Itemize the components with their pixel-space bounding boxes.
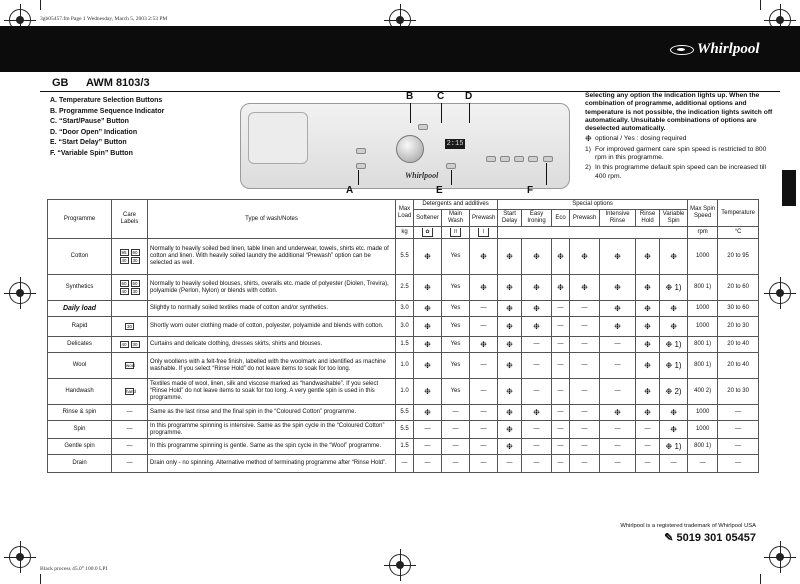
option-cell: — (552, 421, 570, 439)
registration-mark-icon (389, 554, 411, 576)
care-labels-cell (112, 405, 148, 421)
notes-intro: Selecting any option the indication lights up. When the combination of programme, additional options and temperature is not possible, the indication lights switch off automatically. Unsuitable combinations of options are deselected automatically. (585, 92, 773, 133)
callout-line (441, 103, 442, 123)
option-cell: ❉ (522, 275, 552, 301)
option-cell: ❉ (498, 379, 522, 405)
option-cell: ❉ (636, 301, 660, 317)
max-load: 3.0 (396, 301, 414, 317)
brand-logo (670, 41, 760, 58)
option-cell: — (570, 455, 600, 473)
header-variable-spin: Variable Spin (660, 210, 688, 227)
header-programme: Programme (48, 200, 112, 239)
option-cell: — (470, 439, 498, 455)
option-cell: ❉ (414, 239, 442, 275)
table-header-row (48, 200, 759, 210)
option-cell: ❉ (522, 301, 552, 317)
care-labels-cell (112, 301, 148, 317)
max-load: 2.5 (396, 275, 414, 301)
option-cell: ❉ (498, 275, 522, 301)
option-cell: Yes (442, 239, 470, 275)
option-cell: ❉ (600, 317, 636, 337)
programme-name: Gentle spin (48, 439, 112, 455)
max-spin-speed: 1000 (688, 301, 718, 317)
temperature-range: 20 to 60 (718, 275, 759, 301)
option-cell: — (442, 455, 470, 473)
note-marker: 1) (585, 145, 591, 153)
start-delay-button (446, 163, 456, 169)
care-labels-cell (112, 439, 148, 455)
max-spin-speed: 1000 (688, 421, 718, 439)
option-button (514, 156, 524, 162)
programme-name: Rinse & spin (48, 405, 112, 421)
wash-description: Same as the last rinse and the final spin in the “Coloured Cotton” programme. (148, 405, 396, 421)
option-cell: — (570, 379, 600, 405)
temperature-range: 30 to 60 (718, 301, 759, 317)
option-cell: ❉ (636, 379, 660, 405)
max-spin-speed: 800 1) (688, 275, 718, 301)
wash-description: In this programme spinning is gentle. Same as the spin cycle in the “Wool” programme. (148, 439, 396, 455)
option-cell: — (522, 421, 552, 439)
legend-item: B. Programme Sequence Indicator (50, 107, 165, 115)
option-cell: — (570, 353, 600, 379)
option-cell: — (552, 405, 570, 421)
callout-d: D (465, 91, 473, 102)
detergent-drawer (248, 112, 308, 164)
wash-description: Slightly to normally soiled textiles made of cotton and/or synthetics. (148, 301, 396, 317)
option-cell: ❉ (414, 379, 442, 405)
programme-dial (396, 135, 424, 163)
option-cell: — (636, 455, 660, 473)
option-cell: — (552, 301, 570, 317)
option-cell: ❉ (498, 439, 522, 455)
option-cell: Yes (442, 317, 470, 337)
crop-mark (40, 574, 41, 584)
option-cell: ❉ (522, 405, 552, 421)
option-cell: Yes (442, 337, 470, 353)
option-cell: ❉ (660, 317, 688, 337)
wash-description: Drain only - no spinning. Alternative method of terminating programme after “Rinse Hold”. (148, 455, 396, 473)
option-cell: — (470, 317, 498, 337)
option-cell: Yes (442, 353, 470, 379)
optional-symbol-icon: ❉ (585, 134, 592, 144)
programme-name: Daily load (48, 301, 112, 317)
option-cell: — (636, 439, 660, 455)
option-cell: — (522, 379, 552, 405)
option-cell: ❉ 1) (660, 275, 688, 301)
care-label-icon: 40 (121, 257, 127, 263)
softener-compartment-icon: ✿ (414, 227, 442, 239)
temperature-range: — (718, 439, 759, 455)
max-spin-speed: 800 1) (688, 337, 718, 353)
option-button (486, 156, 496, 162)
callout-line (469, 103, 470, 123)
document-code-icon: ✎ (664, 532, 674, 544)
option-cell: — (552, 439, 570, 455)
option-cell: — (552, 317, 570, 337)
print-header: 3gb05457.fm Page 1 Wednesday, March 5, 2003 2:53 PM (40, 16, 168, 22)
registration-mark-icon (9, 546, 31, 568)
option-cell: ❉ (414, 275, 442, 301)
wash-description: Normally to heavily soiled bed linen, table linen and underwear, towels, shirts etc. made of cotton and linen. With heavily soiled laundry the additional “Prewash” option can be selected as well. (148, 239, 396, 275)
option-cell: ❉ 2) (660, 379, 688, 405)
max-spin-speed: 1000 (688, 317, 718, 337)
care-labels-cell (112, 421, 148, 439)
option-cell: — (552, 455, 570, 473)
option-cell: ❉ (600, 301, 636, 317)
callout-line (410, 103, 411, 123)
temperature-range: 20 to 95 (718, 239, 759, 275)
print-footer: Black process 45.0° 100.0 LPI (40, 566, 108, 572)
care-labels-cell (112, 239, 148, 275)
table-row (48, 317, 759, 337)
temperature-range: 20 to 40 (718, 353, 759, 379)
table-row (48, 439, 759, 455)
option-cell: — (470, 455, 498, 473)
max-spin-speed: 800 1) (688, 439, 718, 455)
option-cell: — (442, 405, 470, 421)
option-cell: — (470, 301, 498, 317)
option-cell: ❉ (414, 337, 442, 353)
wash-description: In this programme spinning is intensive. Same as the spin cycle in the “Coloured Cotton” programme. (148, 421, 396, 439)
prewash-compartment-icon: I (470, 227, 498, 239)
note-1 (585, 146, 775, 163)
note-2 (585, 164, 775, 181)
care-label-icon: 50 (132, 280, 138, 286)
care-label-icon: wool (126, 362, 136, 368)
legend-item: E. “Start Delay” Button (50, 139, 127, 146)
option-cell: — (600, 379, 636, 405)
header-max-load: Max Load (396, 200, 414, 227)
control-legend (50, 96, 164, 159)
programme-name: Spin (48, 421, 112, 439)
option-cell: ❉ 1) (660, 353, 688, 379)
max-spin-speed: 1000 (688, 405, 718, 421)
header-load-unit: kg (396, 227, 414, 239)
option-cell: ❉ (522, 317, 552, 337)
temperature-range: — (718, 421, 759, 439)
time-display: 2:15 (446, 140, 464, 148)
option-cell: ❉ (636, 337, 660, 353)
document-code-text: 5019 301 05457 (676, 532, 756, 544)
callout-line (546, 163, 547, 185)
max-spin-speed: 1000 (688, 239, 718, 275)
header-temp-unit: °C (718, 227, 759, 239)
option-cell: Yes (442, 275, 470, 301)
programme-name: Synthetics (48, 275, 112, 301)
care-label-icon: 30 (126, 323, 132, 329)
care-label-icon: 30 (132, 257, 138, 263)
temperature-range: — (718, 455, 759, 473)
option-cell: ❉ (636, 275, 660, 301)
option-cell: — (570, 301, 600, 317)
care-label-icon: 60 (121, 280, 127, 286)
option-cell: ❉ (570, 239, 600, 275)
note-marker: 2) (585, 164, 591, 172)
max-load: 5.5 (396, 421, 414, 439)
temperature-range: 20 to 30 (718, 317, 759, 337)
care-labels-cell (112, 275, 148, 301)
header-main-wash: Main Wash (442, 210, 470, 227)
care-label-icon: 40 (121, 341, 127, 347)
option-cell: — (600, 353, 636, 379)
option-cell: — (414, 421, 442, 439)
crop-mark (40, 0, 41, 10)
header-max-spin: Max Spin Speed (688, 200, 718, 227)
callout-line (358, 170, 359, 185)
legend-item: C. “Start/Pause” Button (50, 118, 129, 125)
max-load: 1.5 (396, 439, 414, 455)
option-cell: ❉ (636, 317, 660, 337)
max-spin-speed: — (688, 455, 718, 473)
temperature-range: 20 to 30 (718, 379, 759, 405)
max-spin-speed: 800 1) (688, 353, 718, 379)
option-cell: — (414, 455, 442, 473)
option-cell: — (570, 405, 600, 421)
callout-line (451, 170, 452, 185)
care-labels-cell (112, 353, 148, 379)
option-cell: ❉ (660, 301, 688, 317)
max-load: 5.5 (396, 239, 414, 275)
option-cell: Yes (442, 379, 470, 405)
legend-item: F. “Variable Spin” Button (50, 149, 133, 157)
option-button (528, 156, 538, 162)
option-cell: — (470, 405, 498, 421)
option-cell: ❉ (552, 275, 570, 301)
option-cell: ❉ (414, 301, 442, 317)
temperature-plus-button (356, 148, 366, 154)
header-type-of-wash: Type of wash/Notes (148, 200, 396, 239)
whirlpool-swirl-icon (670, 45, 694, 55)
wash-description: Only woollens with a felt-free finish, labelled with the woolmark and identified as machine washable. If you select “Rinse Hold” do not leave items to soak for too long. (148, 353, 396, 379)
option-cell: ❉ (498, 317, 522, 337)
notes-symbol-text: optional / Yes : dosing required (595, 135, 687, 143)
option-cell: — (414, 439, 442, 455)
registration-mark-icon (9, 282, 31, 304)
option-cell: — (636, 421, 660, 439)
option-cell: ❉ (552, 239, 570, 275)
option-cell: ❉ (414, 317, 442, 337)
header-intensive-rinse: Intensive Rinse (600, 210, 636, 227)
option-cell: ❉ (498, 421, 522, 439)
option-cell: ❉ (498, 405, 522, 421)
option-cell: ❉ (636, 239, 660, 275)
option-cell: — (570, 337, 600, 353)
brand-name: Whirlpool (697, 41, 760, 57)
note-text: In this programme default spin speed can be increased till 400 rpm. (595, 164, 766, 180)
table-row (48, 337, 759, 353)
programme-name: Handwash (48, 379, 112, 405)
option-cell: — (570, 439, 600, 455)
table-row (48, 421, 759, 439)
option-cell: ❉ (498, 239, 522, 275)
option-cell: — (570, 421, 600, 439)
option-cell: ❉ (470, 275, 498, 301)
option-cell: — (442, 439, 470, 455)
option-cell: ❉ (470, 239, 498, 275)
option-cell: ❉ (660, 421, 688, 439)
table-row (48, 275, 759, 301)
option-cell: — (552, 337, 570, 353)
option-cell: — (522, 337, 552, 353)
care-label-icon: 60 (132, 249, 138, 255)
care-label-none: — (126, 460, 133, 466)
temperature-range: — (718, 405, 759, 421)
programme-name: Wool (48, 353, 112, 379)
main-wash-compartment-icon: II (442, 227, 470, 239)
max-load: 3.0 (396, 317, 414, 337)
header-start-delay: Start Delay (498, 210, 522, 227)
option-cell: ❉ (600, 405, 636, 421)
header-spin-unit: rpm (688, 227, 718, 239)
registration-mark-icon (769, 546, 791, 568)
care-labels-cell (112, 317, 148, 337)
table-row (48, 405, 759, 421)
document-code (560, 531, 756, 544)
option-cell: — (522, 439, 552, 455)
option-cell: — (470, 353, 498, 379)
callout-e: E (436, 185, 443, 196)
option-cell: Yes (442, 301, 470, 317)
programme-name: Delicates (48, 337, 112, 353)
option-cell: — (600, 439, 636, 455)
option-cell: ❉ (414, 405, 442, 421)
header-rinse-hold: Rinse Hold (636, 210, 660, 227)
option-cell: — (470, 379, 498, 405)
option-cell: — (552, 353, 570, 379)
option-cell: — (660, 455, 688, 473)
title-rule (40, 76, 780, 92)
header-easy-ironing: Easy Ironing (522, 210, 552, 227)
table-row (48, 353, 759, 379)
wash-description: Normally to heavily soiled blouses, shirts, overalls etc. made of polyester (Diolen, Trevira), polyamide (Perlon, Nylon) or blends with cotton. (148, 275, 396, 301)
header-special-options: Special options (498, 200, 688, 210)
option-cell: — (498, 455, 522, 473)
max-spin-speed: 400 2) (688, 379, 718, 405)
option-cell: — (522, 353, 552, 379)
variable-spin-button (543, 156, 553, 162)
start-pause-button (418, 124, 428, 130)
option-cell: — (600, 421, 636, 439)
option-cell: — (600, 337, 636, 353)
option-cell: ❉ (636, 405, 660, 421)
callout-f: F (527, 185, 534, 196)
option-cell: ❉ (600, 239, 636, 275)
crop-mark (760, 574, 761, 584)
option-cell: ❉ 1) (660, 337, 688, 353)
callout-a: A (346, 185, 354, 196)
option-cell: — (570, 317, 600, 337)
option-cell: ❉ (600, 275, 636, 301)
option-cell: — (552, 379, 570, 405)
care-labels-cell (112, 455, 148, 473)
max-load: 1.0 (396, 353, 414, 379)
option-cell: — (442, 421, 470, 439)
header-prewash-option: Prewash (570, 210, 600, 227)
header-detergents: Detergents and additives (414, 200, 498, 210)
option-cell: ❉ (660, 239, 688, 275)
wash-description: Shortly worn outer clothing made of cotton, polyester, polyamide and blends with cotton. (148, 317, 396, 337)
trademark-note: Whirlpool is a registered trademark of Whirlpool USA (620, 523, 756, 529)
care-label-icon: 40 (121, 288, 127, 294)
legend-item: A. Temperature Selection Buttons (50, 97, 163, 104)
option-cell: ❉ (660, 405, 688, 421)
option-cell: ❉ (498, 301, 522, 317)
callout-b: B (406, 91, 414, 102)
max-load: 1.0 (396, 379, 414, 405)
care-labels-cell (112, 379, 148, 405)
wash-description: Textiles made of wool, linen, silk and viscose marked as “handwashable”. If you select “Rinse Hold” do not leave items to soak for too long. A very gentle spin is used in this programme. (148, 379, 396, 405)
note-text: For improved garment care spin speed is restricted to 800 rpm in this programme. (595, 145, 767, 162)
max-load: — (396, 455, 414, 473)
programme-name: Drain (48, 455, 112, 473)
option-button (500, 156, 510, 162)
panel-brand-text: Whirlpool (405, 171, 439, 180)
care-label-none: — (126, 426, 133, 432)
temperature-minus-button (356, 163, 366, 169)
notes-symbol-line (585, 135, 775, 143)
table-row (48, 239, 759, 275)
registration-mark-icon (769, 282, 791, 304)
option-cell: ❉ (636, 353, 660, 379)
callout-c: C (437, 91, 445, 102)
table-row (48, 455, 759, 473)
programme-name: Rapid (48, 317, 112, 337)
care-label-icon: 30 (132, 341, 138, 347)
table-row (48, 301, 759, 317)
legend-item: D. “Door Open” Indication (50, 128, 138, 136)
model-number: AWM 8103/3 (86, 77, 150, 89)
header-prewash: Prewash (470, 210, 498, 227)
option-cell: ❉ (570, 275, 600, 301)
option-cell: ❉ (498, 337, 522, 353)
option-cell: — (470, 421, 498, 439)
programme-table (47, 199, 759, 473)
programme-name: Cotton (48, 239, 112, 275)
header-care-labels: Care Labels (112, 200, 148, 239)
country-code: GB (52, 77, 69, 89)
table-row (48, 379, 759, 405)
thumb-tab (782, 170, 796, 206)
option-cell: — (600, 455, 636, 473)
wash-description: Curtains and delicate clothing, dresses skirts, shirts and blouses. (148, 337, 396, 353)
header-temperature: Temperature (718, 200, 759, 227)
option-cell: — (522, 455, 552, 473)
temperature-range: 20 to 40 (718, 337, 759, 353)
max-load: 1.5 (396, 337, 414, 353)
option-cell: ❉ (522, 239, 552, 275)
care-labels-cell (112, 337, 148, 353)
care-label-none: — (126, 443, 133, 449)
care-label-icon: hand (126, 388, 137, 394)
care-label-icon: 30 (132, 288, 138, 294)
option-cell: ❉ (414, 353, 442, 379)
max-load: 5.5 (396, 405, 414, 421)
option-cell: ❉ (498, 353, 522, 379)
option-cell: ❉ 1) (660, 439, 688, 455)
crop-mark (760, 0, 761, 10)
care-label-none: — (126, 409, 133, 415)
care-label-icon: 95 (121, 249, 127, 255)
header-eco: Eco (552, 210, 570, 227)
option-cell: ❉ (470, 337, 498, 353)
header-softener: Softener (414, 210, 442, 227)
option-notes (585, 92, 775, 181)
